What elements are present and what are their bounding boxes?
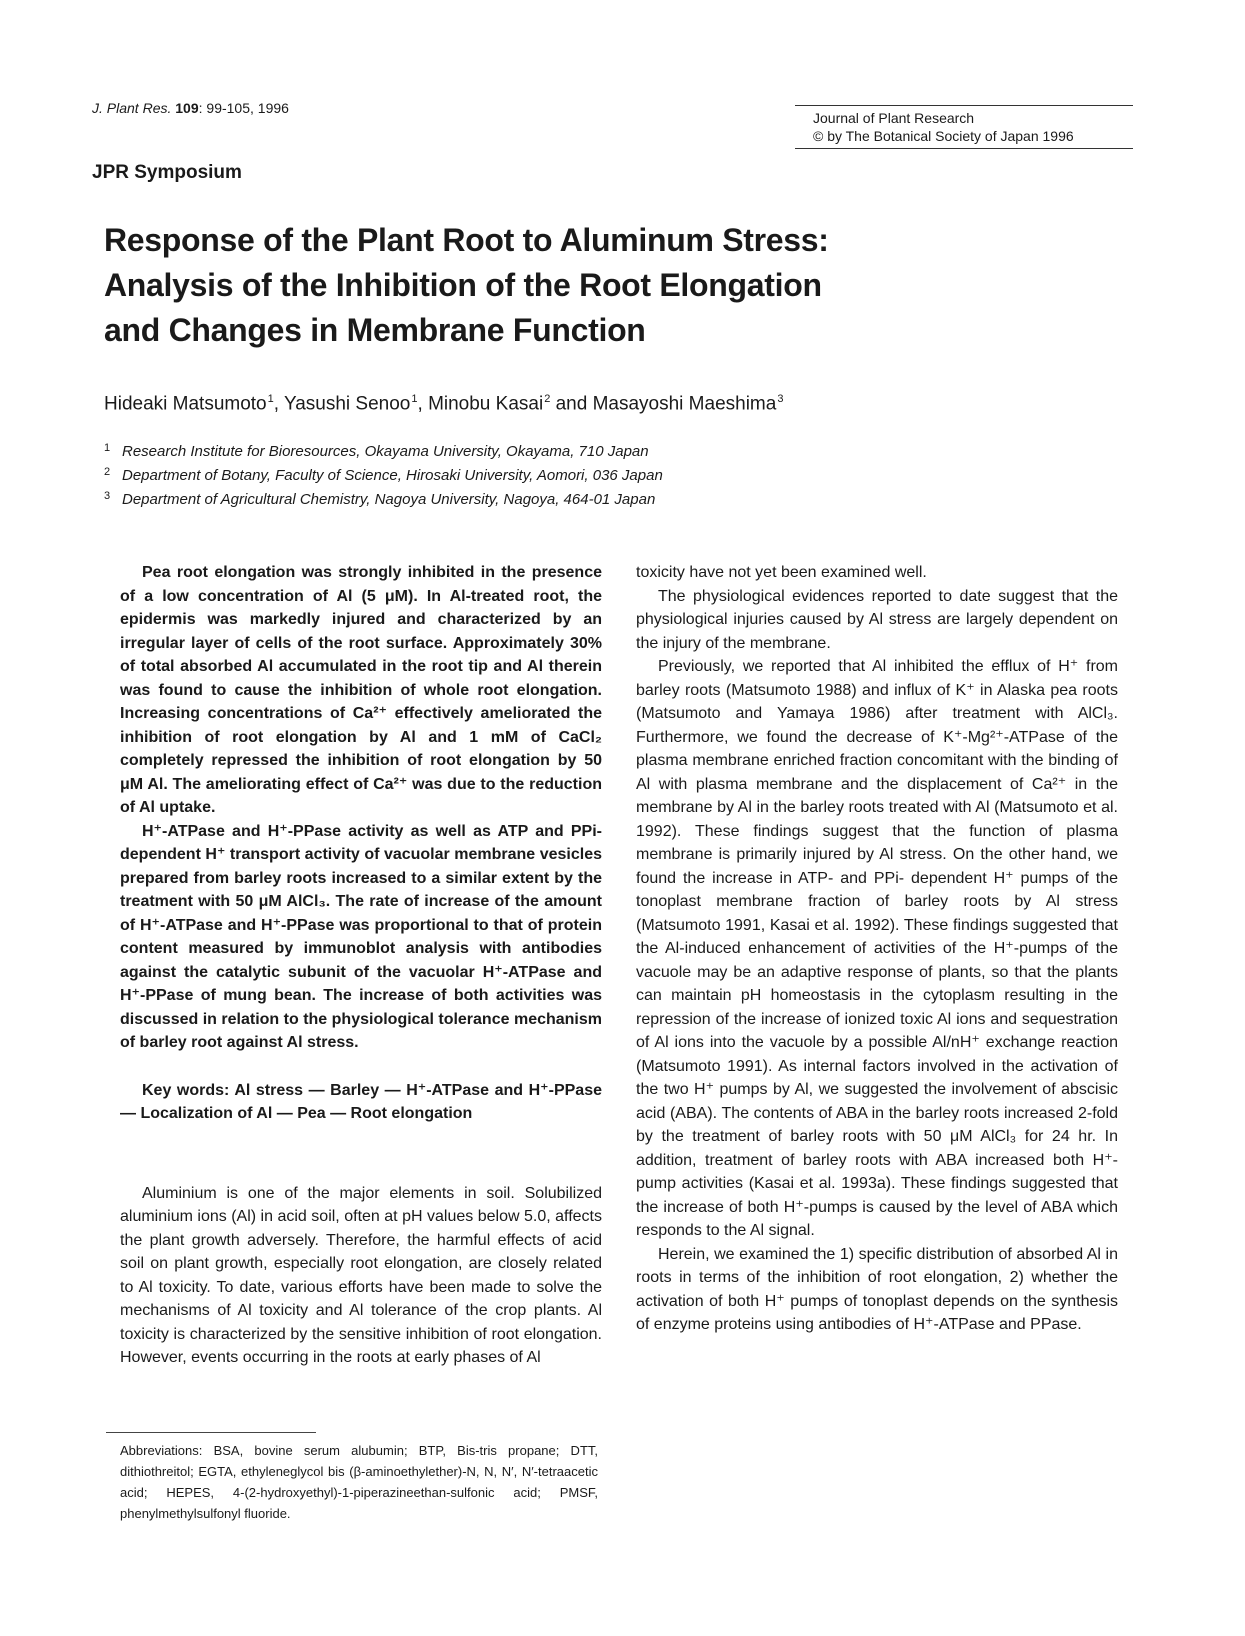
author-sep: , — [417, 393, 429, 415]
author-name: Hideaki Matsumoto — [104, 393, 267, 415]
author-name: Yasushi Senoo — [283, 393, 411, 415]
author-aff: 3 — [777, 393, 784, 405]
author-name: Masayoshi Maeshima — [592, 393, 777, 415]
affiliations — [104, 440, 663, 512]
introduction — [120, 1182, 602, 1370]
affiliation — [104, 464, 663, 488]
affiliation-number: 2 — [104, 466, 111, 478]
affiliation-text: Department of Agricultural Chemistry, Nagoya University, Nagoya, 464-01 Japan — [122, 491, 656, 508]
affiliation — [104, 488, 663, 512]
affiliation-text: Department of Botany, Faculty of Science, Hirosaki University, Aomori, 036 Japan — [122, 467, 663, 484]
keywords-text: Key words: Al stress — Barley — H⁺-ATPase and H⁺-PPase — Localization of Al — Pea — Root elongation — [120, 1081, 602, 1122]
title-line-3: and Changes in Membrane Function — [104, 312, 646, 348]
footnote-divider — [106, 1432, 316, 1433]
keywords — [120, 1079, 602, 1126]
right-column — [636, 561, 1118, 1337]
authors — [104, 393, 783, 415]
journal-box — [795, 105, 1133, 149]
body-paragraph: The physiological evidences reported to date suggest that the physiological injuries caused by Al stress are largely dependent on the injury of the membrane. — [636, 587, 1118, 652]
copyright: © by The Botanical Society of Japan 1996 — [813, 128, 1074, 144]
affiliation — [104, 440, 663, 464]
citation — [92, 100, 289, 116]
affiliation-number: 3 — [104, 490, 111, 502]
journal-name: Journal of Plant Research — [813, 110, 975, 126]
author-aff: 1 — [267, 393, 274, 405]
body-paragraph: Aluminium is one of the major elements in soil. Solubilized aluminium ions (Al) in acid soil, often at pH values below 5.0, affects the plant growth adversely. Therefore, the harmful effects of acid soil on plant growth, especially root elongation, are closely related to Al toxicity. To date, various efforts have been made to solve the mechanisms of Al toxicity and Al tolerance of the crop plants. Al toxicity is characterized by the sensitive inhibition of root elongation. However, events occurring in the roots at early phases of Al — [120, 1184, 602, 1366]
author-aff: 1 — [411, 393, 418, 405]
volume: 109 — [175, 100, 199, 116]
section-label: JPR Symposium — [92, 162, 242, 183]
author-name: Minobu Kasai — [428, 393, 544, 415]
body-paragraph: Herein, we examined the 1) specific distribution of absorbed Al in roots in terms of the inhibition of root elongation, 2) whether the activation of both H⁺ pumps of tonoplast depends on the synthesis of enzyme proteins using antibodies of H⁺-ATPase and PPase. — [636, 1245, 1118, 1333]
author-aff: 2 — [544, 393, 551, 405]
affiliation-text: Research Institute for Bioresources, Okayama University, Okayama, 710 Japan — [122, 443, 649, 460]
author-sep: and — [550, 393, 593, 415]
pages-year: : 99-105, 1996 — [198, 100, 289, 116]
title-line-1: Response of the Plant Root to Aluminum Stress: — [104, 222, 829, 258]
paper-title — [104, 218, 1004, 353]
abstract-paragraph: Pea root elongation was strongly inhibited in the presence of a low concentration of Al (5 μM). In Al-treated root, the epidermis was markedly injured and characterized by an irregular layer of cells of the root surface. Approximately 30% of total absorbed Al accumulated in the root tip and Al therein was found to cause the inhibition of whole root elongation. Increasing concentrations of Ca²⁺ effectively ameliorated the inhibition of root elongation by Al and 1 mM of CaCl₂ completely repressed the inhibition of root elongation by 50 μM Al. The ameliorating effect of Ca²⁺ was due to the reduction of Al uptake. — [120, 564, 602, 816]
abstract-paragraph: H⁺-ATPase and H⁺-PPase activity as well as ATP and PPi-dependent H⁺ transport activity of vacuolar membrane vesicles prepared from barley roots increased to a similar extent by the treatment with 50 μM AlCl₃. The rate of increase of the amount of H⁺-ATPase and H⁺-PPase was proportional to that of protein content measured by immunoblot analysis with antibodies against the catalytic subunit of the vacuolar H⁺-ATPase and H⁺-PPase of mung bean. The increase of both activities was discussed in relation to the physiological tolerance mechanism of barley root against Al stress. — [120, 822, 602, 1051]
body-paragraph: Previously, we reported that Al inhibited the efflux of H⁺ from barley roots (Matsumoto 1988) and influx of K⁺ in Alaska pea roots (Matsumoto and Yamaya 1986) after treatment with AlCl₃. Furthermore, we found the decrease of K⁺-Mg²⁺-ATPase of the plasma membrane enriched fraction concomitant with the binding of Al with plasma membrane and the displacement of Ca²⁺ in the membrane by Al in the barley roots treated with Al (Matsumoto et al. 1992). These findings suggest that the function of plasma membrane is primarily injured by Al stress. On the other hand, we found the increase in ATP- and PPi- dependent H⁺ pumps of the tonoplast membrane fraction of barley roots by Al stress (Matsumoto 1991, Kasai et al. 1992). These findings suggested that the Al-induced enhancement of activities of the H⁺-pumps of the vacuole may be an adaptive response of plants, so that the plants can maintain pH homeostasis in the cytoplasm resulting in the repression of the increase of ionized toxic Al ions and sequestration of Al ions into the vacuole by a possible Al/nH⁺ exchange reaction (Matsumoto 1991). As internal factors involved in the activation of the two H⁺ pumps by Al, we suggested the involvement of abscisic acid (ABA). The contents of ABA in the barley roots increased 2-fold by the treatment of barley roots with 50 μM AlCl₃ for 24 hr. In addition, treatment of barley roots with ABA increased both H⁺-pump activities (Kasai et al. 1993a). These findings suggested that the increase of both H⁺-pumps is caused by the level of ABA which responds to the Al signal. — [636, 658, 1118, 1239]
body-paragraph: toxicity have not yet been examined well. — [636, 564, 927, 581]
author-sep: , — [273, 393, 284, 415]
footnote-abbreviations: Abbreviations: BSA, bovine serum alubumin; BTP, Bis-tris propane; DTT, dithiothreitol; EGTA, ethyleneglycol bis (β-aminoethylether)-N, N, N′, N′-tetraacetic acid; HEPES, 4-(2-hydroxyethyl)-1-piperazineethan-sulfonic acid; PMSF, phenylmethylsulfonyl fluoride. — [120, 1443, 598, 1521]
journal-abbrev: J. Plant Res. — [92, 100, 172, 116]
abstract — [120, 561, 602, 1055]
affiliation-number: 1 — [104, 442, 111, 454]
left-column — [120, 561, 602, 1370]
title-line-2: Analysis of the Inhibition of the Root Elongation — [104, 267, 822, 303]
